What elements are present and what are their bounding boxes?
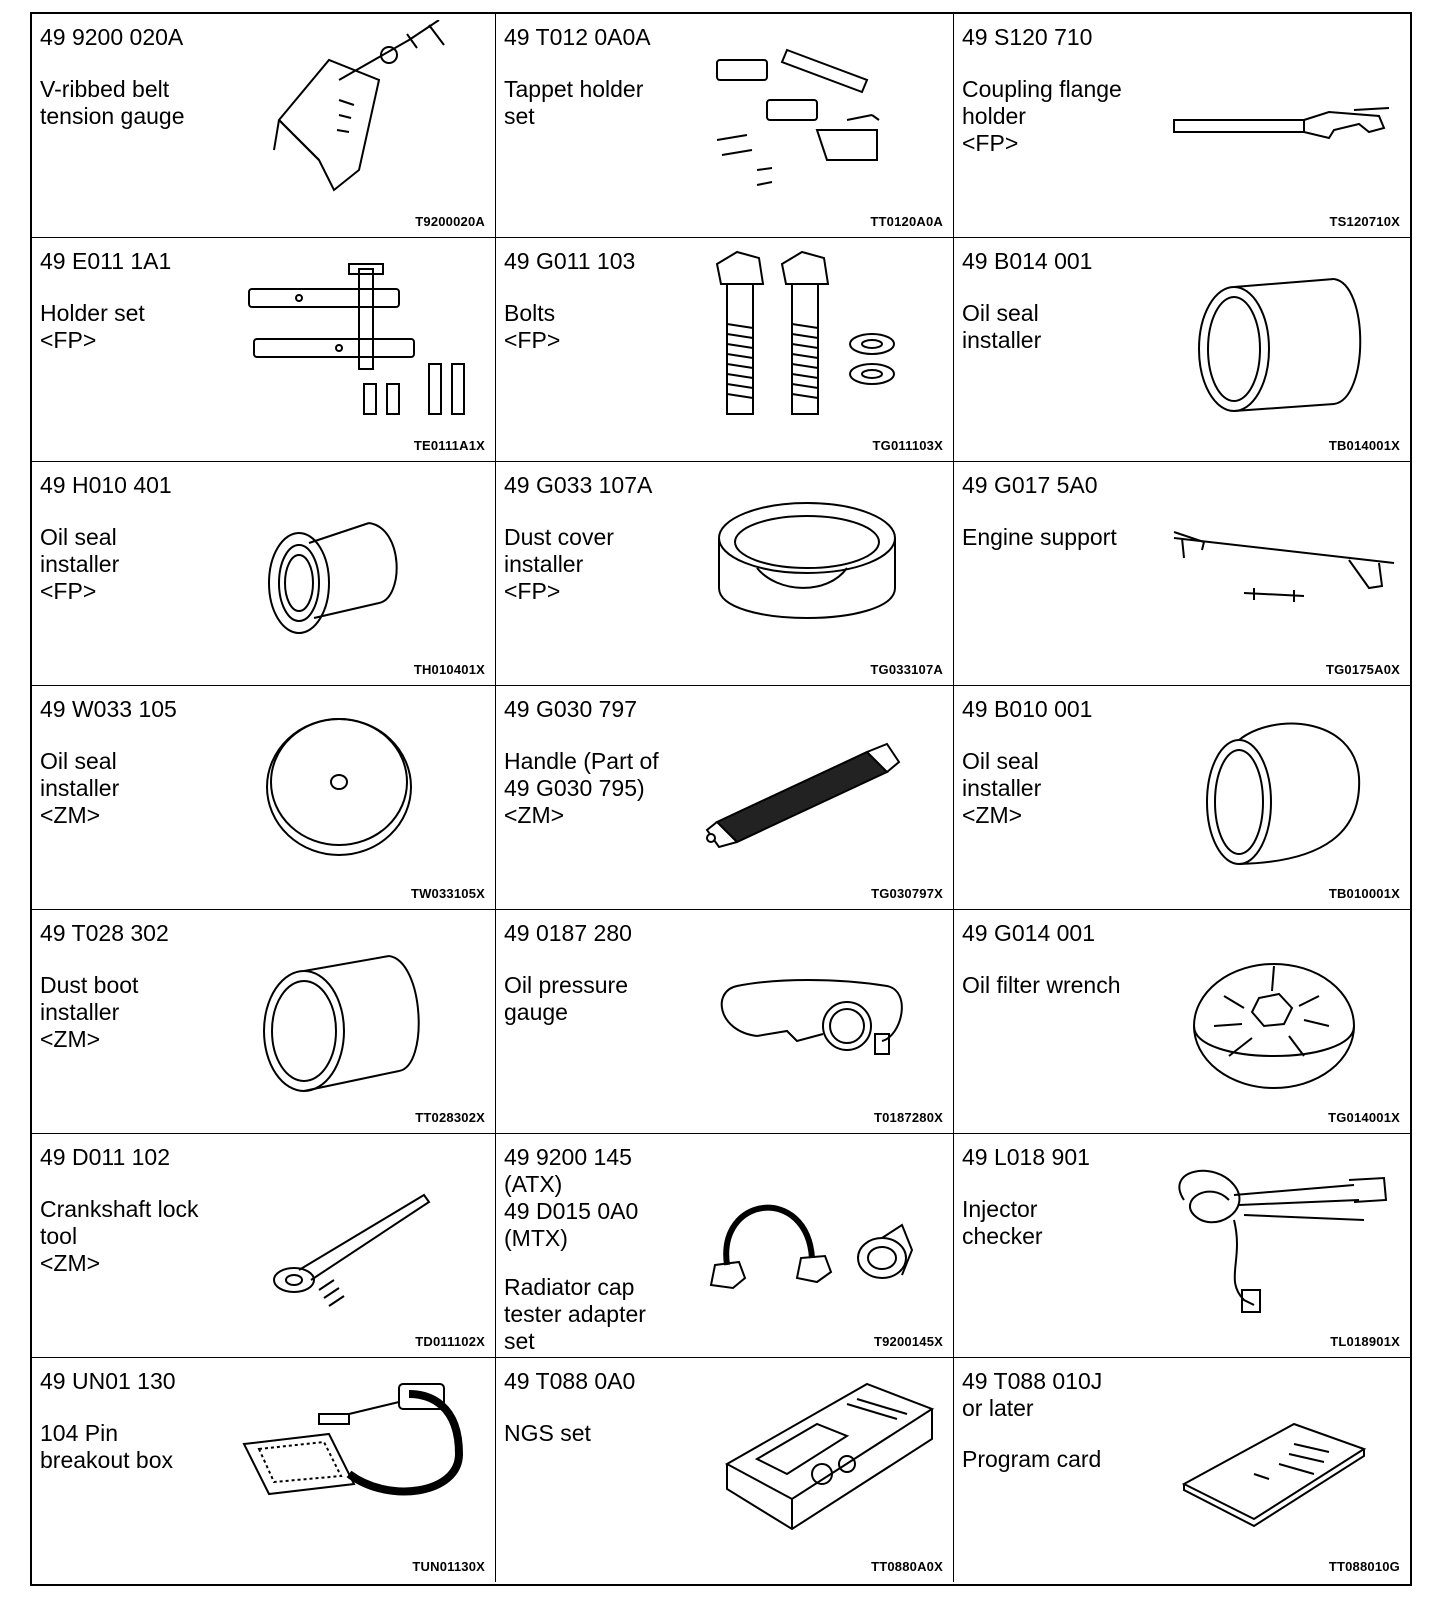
tool-cell (954, 238, 1410, 462)
dust-cover-installer-icon (697, 468, 947, 658)
breakout-box-icon (239, 1364, 489, 1554)
tool-code: 49 G030 797 (504, 696, 638, 722)
tool-description: Holder set <FP> (40, 300, 145, 353)
flanged-seal-installer-icon (239, 468, 489, 658)
tool-description: V-ribbed belt tension gauge (40, 76, 185, 129)
cup-installer-icon (1154, 692, 1404, 882)
tool-code: 49 W033 105 (40, 696, 177, 722)
tappet-holder-set-icon (697, 20, 947, 210)
tool-cell (954, 1358, 1410, 1582)
tool-description: Engine support (962, 524, 1117, 550)
belt-tension-gauge-icon (239, 20, 489, 210)
tool-code: 49 0187 280 (504, 920, 632, 946)
tool-code: 49 UN01 130 (40, 1368, 176, 1394)
tool-description: Handle (Part of 49 G030 795) <ZM> (504, 748, 659, 828)
disc-installer-icon (239, 692, 489, 882)
tool-cell (32, 14, 496, 238)
injector-checker-icon (1154, 1140, 1404, 1330)
tool-cell (496, 238, 954, 462)
figure-reference: T0187280X (873, 1110, 943, 1125)
special-tools-table (30, 12, 1412, 1586)
tool-code: 49 D011 102 (40, 1144, 171, 1170)
tool-cell (496, 462, 954, 686)
tool-code: 49 E011 1A1 (40, 248, 172, 274)
tool-cell (954, 1134, 1410, 1358)
tool-description: Tappet holder set (504, 76, 644, 129)
tool-description: Program card (962, 1446, 1102, 1472)
tool-code: 49 9200 020A (40, 24, 184, 50)
radiator-adapter-icon (697, 1140, 947, 1330)
tool-cell (32, 1134, 496, 1358)
figure-reference: TS120710X (1329, 214, 1400, 229)
bolts-icon (697, 244, 947, 434)
figure-reference: TB014001X (1328, 438, 1400, 453)
tool-cell (496, 910, 954, 1134)
figure-reference: TT0880A0X (871, 1559, 943, 1574)
tool-description: Oil pressure gauge (504, 972, 628, 1025)
tool-description: Oil seal installer <ZM> (40, 748, 120, 828)
tool-cell (32, 1358, 496, 1582)
figure-reference: TUN01130X (412, 1559, 485, 1574)
figure-reference: TG030797X (871, 886, 943, 901)
figure-reference: TB010001X (1328, 886, 1400, 901)
tool-cell (496, 686, 954, 910)
tool-cell (496, 1134, 954, 1358)
handle-icon (697, 692, 947, 882)
figure-reference: TT028302X (415, 1110, 485, 1125)
figure-reference: TG0175A0X (1325, 662, 1400, 677)
oil-seal-installer-icon (1154, 244, 1404, 434)
tool-code: 49 B014 001 (962, 248, 1093, 274)
flange-holder-icon (1154, 20, 1404, 210)
figure-reference: TW033105X (410, 886, 485, 901)
holder-set-icon (239, 244, 489, 434)
figure-reference: TT088010G (1328, 1559, 1400, 1574)
tool-code: 49 T088 0A0 (504, 1368, 636, 1394)
tool-code: 49 T012 0A0A (504, 24, 651, 50)
tool-description: 104 Pin breakout box (40, 1420, 173, 1473)
ngs-case-icon (697, 1364, 947, 1554)
figure-reference: TE0111A1X (413, 438, 485, 453)
figure-reference: TG033107A (870, 662, 943, 677)
figure-reference: T9200020A (415, 214, 485, 229)
tool-description: Oil seal installer <FP> (40, 524, 120, 604)
tool-code: 49 H010 401 (40, 472, 172, 498)
tool-description: Dust boot installer <ZM> (40, 972, 139, 1052)
tool-code: 49 B010 001 (962, 696, 1093, 722)
pressure-gauge-icon (697, 916, 947, 1106)
tool-code: 49 G017 5A0 (962, 472, 1098, 498)
figure-reference: TT0120A0A (870, 214, 943, 229)
tool-code: 49 S120 710 (962, 24, 1093, 50)
program-card-icon (1154, 1364, 1404, 1554)
figure-reference: TL018901X (1330, 1334, 1400, 1349)
filter-wrench-icon (1154, 916, 1404, 1106)
tool-cell (32, 462, 496, 686)
figure-reference: TD011102X (415, 1334, 485, 1349)
figure-reference: TG011103X (872, 438, 943, 453)
figure-reference: TG014001X (1328, 1110, 1400, 1125)
tool-description: Coupling flange holder <FP> (962, 76, 1122, 156)
tool-cell (954, 14, 1410, 238)
tool-description: Oil seal installer <ZM> (962, 748, 1042, 828)
tool-cell (496, 14, 954, 238)
tool-cell (32, 686, 496, 910)
tool-description: Radiator cap tester adapter set (504, 1274, 646, 1354)
tool-cell (954, 686, 1410, 910)
figure-reference: T9200145X (873, 1334, 943, 1349)
tool-cell (32, 910, 496, 1134)
tool-code: 49 G014 001 (962, 920, 1096, 946)
tool-description: Crankshaft lock tool <ZM> (40, 1196, 199, 1276)
tool-description: Oil filter wrench (962, 972, 1121, 998)
tool-code: 49 G011 103 (504, 248, 636, 274)
figure-reference: TH010401X (413, 662, 485, 677)
tool-cell (496, 1358, 954, 1582)
tool-cell (32, 238, 496, 462)
engine-support-icon (1154, 468, 1404, 658)
tool-description: Injector checker (962, 1196, 1043, 1249)
tool-code: 49 T088 010J or later (962, 1368, 1103, 1421)
tool-cell (954, 910, 1410, 1134)
tool-cell (954, 462, 1410, 686)
tool-description: NGS set (504, 1420, 591, 1446)
tool-code: 49 G033 107A (504, 472, 653, 498)
tool-description: Dust cover installer <FP> (504, 524, 614, 604)
crank-lock-tool-icon (239, 1140, 489, 1330)
tool-description: Oil seal installer (962, 300, 1042, 353)
dust-boot-installer-icon (239, 916, 489, 1106)
tool-code: 49 L018 901 (962, 1144, 1090, 1170)
tool-description: Bolts <FP> (504, 300, 561, 353)
tool-code: 49 9200 145 (ATX) 49 D015 0A0 (MTX) (504, 1144, 639, 1251)
tool-code: 49 T028 302 (40, 920, 169, 946)
